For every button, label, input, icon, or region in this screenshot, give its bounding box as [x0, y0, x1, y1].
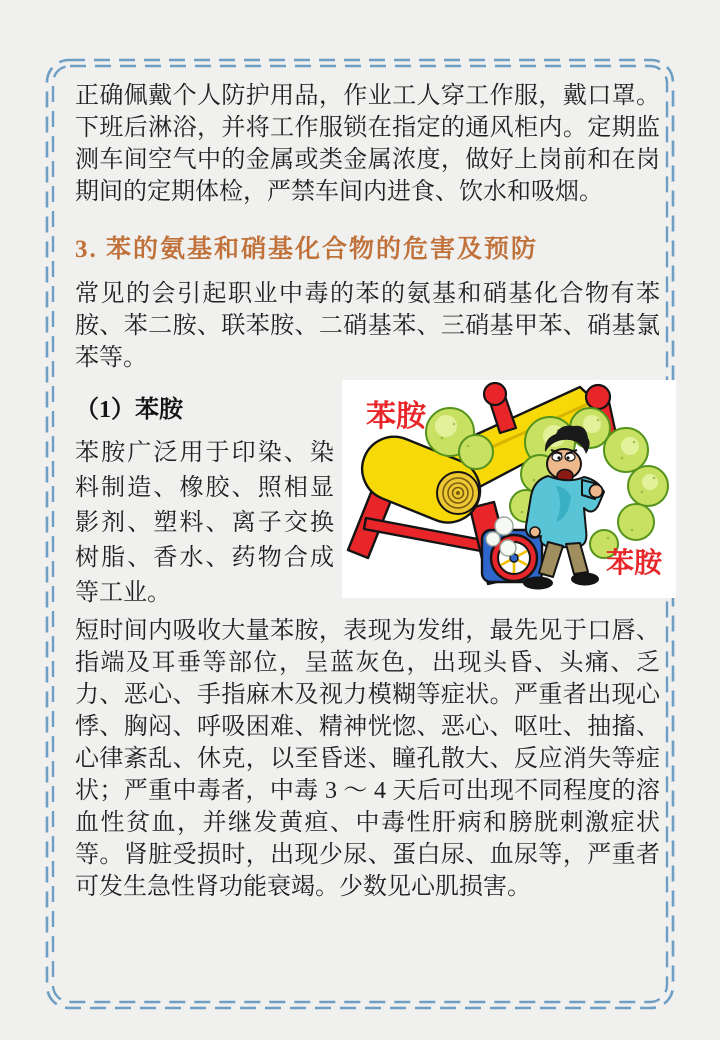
roll-spiral: [437, 472, 479, 514]
paragraph-common-compounds: 常见的会引起职业中毒的苯的氨基和硝基化合物有苯胺、苯二胺、联苯胺、二硝基苯、三硝基甲苯、硝基氯苯等。: [75, 281, 660, 371]
aniline-illustration: [342, 380, 676, 598]
aniline-cartoon: [342, 380, 676, 598]
paragraph-aniline-uses: 苯胺广泛用于印染、染料制造、橡胶、照相显影剂、塑料、离子交换树脂、香水、药物合成等工业。: [75, 440, 334, 606]
subsection-1-heading: （1）苯胺: [75, 397, 183, 423]
document-content: [75, 80, 663, 903]
aniline-label-bottom: 苯胺: [606, 548, 663, 579]
aniline-label-top: 苯胺: [366, 400, 426, 433]
subsection-aniline: [75, 394, 663, 611]
paragraph-protective-measures: 正确佩戴个人防护用品，作业工人穿工作服，戴口罩。下班后淋浴，并将工作服锁在指定的通风柜内。定期监测车间空气中的金属或类金属浓度，做好上岗前和在岗期间的定期体检，严禁车间内进食、饮水和吸烟。: [75, 83, 660, 205]
section-3-heading: 3. 苯的氨基和硝基化合物的危害及预防: [75, 236, 539, 263]
paragraph-aniline-symptoms: 短时间内吸收大量苯胺，表现为发绀，最先见于口唇、指端及耳垂等部位，呈蓝灰色，出现头昏、头痛、乏力、恶心、手指麻木及视力模糊等症状。严重者出现心悸、胸闷、呼吸困难、精神恍惚、恶心、呕吐、抽搐、心律紊乱、休克，以至昏迷、瞳孔散大、反应消失等症状；严重中毒者，中毒 3 ～ 4 天后可出现不同程度的溶血性贫血，并继发黄疸、中毒性肝病和膀胱刺激症状等。肾脏受损时，出现少尿、蛋白尿、血尿等，严重者可发生急性肾功能衰竭。少数见心肌损害。: [75, 618, 660, 900]
